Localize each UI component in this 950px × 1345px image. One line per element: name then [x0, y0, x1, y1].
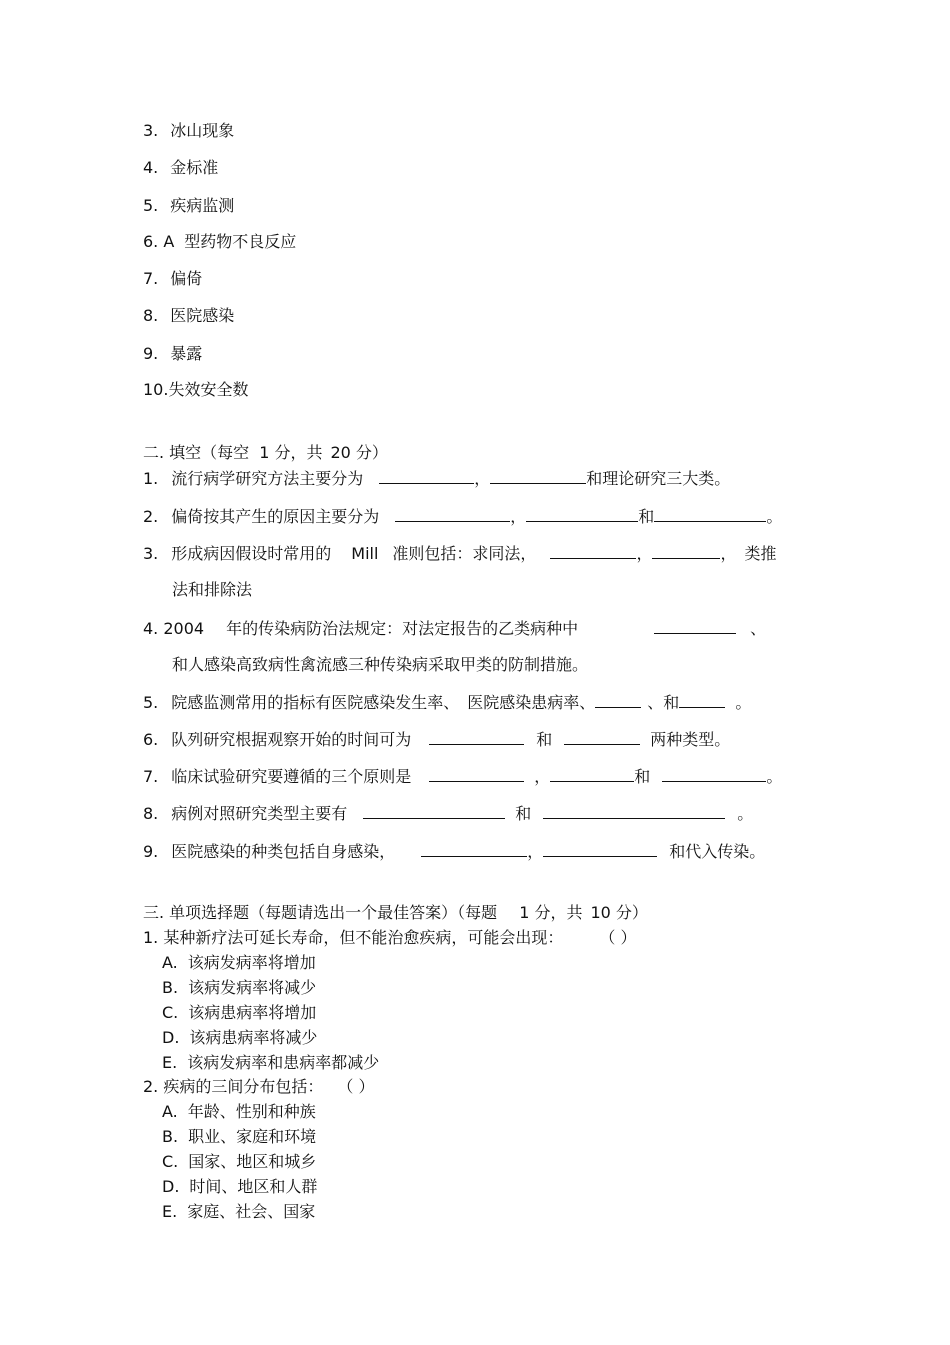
choice-option[interactable]: [162, 1003, 316, 1023]
term-number: 10.: [143, 380, 169, 399]
option-key: B.: [162, 978, 179, 997]
punctuation: ，: [510, 507, 527, 526]
question-text: 院感监测常用的指标有医院感染发生率、: [171, 693, 460, 712]
section-title-part: 20 分）: [330, 443, 388, 462]
term-text: 金标准: [170, 158, 219, 177]
term-text: 失效安全数: [168, 380, 249, 399]
term-number: 5.: [143, 196, 159, 215]
question-text: 法和排除法: [172, 580, 253, 599]
term-text: 型药物不良反应: [184, 232, 297, 251]
fill-question: [143, 803, 753, 824]
term-number: 8.: [143, 306, 159, 325]
question-number: 5.: [143, 693, 159, 712]
question-text: 1. 某种新疗法可延长寿命，但不能治愈疾病，可能会出现：: [143, 928, 564, 947]
question-text: 偏倚按其产生的原因主要分为: [171, 507, 380, 526]
fill-question: [143, 729, 730, 750]
question-text: 两种类型。: [650, 730, 731, 749]
option-key: D.: [162, 1028, 180, 1047]
answer-blank[interactable]: [395, 506, 510, 522]
fill-question: [143, 506, 782, 527]
question-text: 类推: [744, 544, 777, 563]
question-number: 3.: [143, 544, 159, 563]
punctuation: ，: [534, 767, 551, 786]
option-key: A.: [162, 1102, 178, 1121]
answer-blank[interactable]: [679, 692, 725, 708]
section-title-part: 1 分，共: [519, 903, 583, 922]
question-number: 7.: [143, 767, 159, 786]
answer-blank[interactable]: [379, 468, 474, 484]
question-text: 和: [515, 804, 532, 823]
answer-parentheses[interactable]: （ ）: [599, 928, 637, 947]
section-title-part: 二. 填空（每空: [143, 443, 250, 462]
punctuation: ，: [636, 544, 653, 563]
option-text: 该病发病率将增加: [187, 953, 316, 972]
term-item: [143, 121, 234, 141]
fill-question: [143, 618, 766, 639]
question-text: 和理论研究三大类。: [586, 469, 731, 488]
option-key: D.: [162, 1177, 180, 1196]
fill-question: [143, 543, 776, 564]
punctuation: ，: [527, 842, 544, 861]
question-text: 病例对照研究类型主要有: [171, 804, 348, 823]
term-number: 9.: [143, 344, 159, 363]
fill-question: [143, 766, 782, 787]
answer-blank[interactable]: [490, 468, 586, 484]
punctuation: ，: [720, 544, 737, 563]
term-number: 6. A: [143, 232, 175, 251]
answer-blank[interactable]: [652, 543, 720, 559]
question-text: 医院感染的种类包括自身感染，: [171, 842, 396, 861]
option-key: C.: [162, 1003, 179, 1022]
answer-blank[interactable]: [543, 841, 657, 857]
choice-option[interactable]: [162, 1202, 315, 1222]
fill-question: [143, 841, 765, 862]
choice-question-stem: [143, 928, 636, 948]
term-item: [143, 196, 234, 216]
question-text: 队列研究根据观察开始的时间可为: [171, 730, 412, 749]
question-text: 流行病学研究方法主要分为: [171, 469, 364, 488]
term-number: 7.: [143, 269, 159, 288]
question-text: Mill: [351, 544, 379, 563]
question-text: 和代入传染。: [669, 842, 766, 861]
term-item: [143, 380, 248, 400]
term-item: [143, 306, 234, 326]
punctuation: ，: [474, 469, 491, 488]
question-number: 6.: [143, 730, 159, 749]
choice-option[interactable]: [162, 1152, 316, 1172]
question-number: 4. 2004: [143, 619, 205, 638]
fill-question: [143, 468, 730, 489]
choice-option[interactable]: [162, 953, 316, 973]
question-text: 、和: [647, 693, 680, 712]
term-item: [143, 158, 218, 178]
punctuation: 、: [750, 619, 767, 638]
question-text: 和: [536, 730, 553, 749]
question-text: 和人感染高致病性禽流感三种传染病采取甲类的防制措施。: [172, 655, 589, 674]
option-key: E.: [162, 1053, 178, 1072]
question-number: 1.: [143, 469, 159, 488]
fill-question: [143, 692, 751, 713]
term-item: [143, 269, 202, 289]
term-text: 暴露: [170, 344, 203, 363]
term-item: [143, 344, 202, 364]
choice-option[interactable]: [162, 1053, 379, 1073]
question-text: 准则包括：求同法，: [392, 544, 537, 563]
choice-option[interactable]: [162, 1102, 316, 1122]
section-title-part: 1 分，共: [259, 443, 323, 462]
answer-blank[interactable]: [543, 803, 725, 819]
choice-question-stem: [143, 1077, 374, 1097]
option-text: 家庭、社会、国家: [187, 1202, 316, 1221]
answer-blank[interactable]: [429, 729, 524, 745]
term-text: 冰山现象: [170, 121, 235, 140]
option-text: 职业、家庭和环境: [188, 1127, 317, 1146]
question-text: 2. 疾病的三间分布包括：: [143, 1077, 324, 1096]
question-number: 8.: [143, 804, 159, 823]
section-title: [143, 443, 388, 463]
fill-question-continued: [172, 580, 252, 600]
question-text: 临床试验研究要遵循的三个原则是: [171, 767, 412, 786]
option-key: B.: [162, 1127, 179, 1146]
option-key: C.: [162, 1152, 179, 1171]
answer-blank[interactable]: [564, 729, 640, 745]
punctuation: 。: [766, 767, 783, 786]
section-title-part: 10 分）: [590, 903, 648, 922]
question-text: 形成病因假设时常用的: [171, 544, 332, 563]
answer-blank[interactable]: [363, 803, 505, 819]
option-text: 年龄、性别和种族: [187, 1102, 316, 1121]
answer-blank[interactable]: [526, 506, 638, 522]
question-number: 9.: [143, 842, 159, 861]
answer-blank[interactable]: [595, 692, 641, 708]
option-text: 时间、地区和人群: [189, 1177, 318, 1196]
answer-blank[interactable]: [429, 766, 524, 782]
option-text: 国家、地区和城乡: [188, 1152, 317, 1171]
option-key: A.: [162, 953, 178, 972]
term-text: 疾病监测: [170, 196, 235, 215]
answer-blank[interactable]: [550, 543, 636, 559]
choice-option[interactable]: [162, 1177, 317, 1197]
question-text: 和: [634, 767, 651, 786]
choice-option[interactable]: [162, 1127, 316, 1147]
answer-blank[interactable]: [654, 618, 736, 634]
section-title: [143, 903, 648, 923]
answer-blank[interactable]: [662, 766, 766, 782]
question-text: 医院感染患病率、: [467, 693, 596, 712]
punctuation: 。: [766, 507, 783, 526]
question-text: 年的传染病防治法规定：对法定报告的乙类病种中: [226, 619, 579, 638]
option-text: 该病患病率将增加: [188, 1003, 317, 1022]
option-text: 该病发病率将减少: [188, 978, 317, 997]
question-number: 2.: [143, 507, 159, 526]
option-key: E.: [162, 1202, 178, 1221]
choice-option[interactable]: [162, 1028, 317, 1048]
fill-question-continued: [172, 655, 588, 675]
term-number: 3.: [143, 121, 159, 140]
option-text: 该病患病率将减少: [189, 1028, 318, 1047]
choice-option[interactable]: [162, 978, 316, 998]
term-item: [143, 232, 296, 252]
punctuation: 。: [737, 804, 754, 823]
answer-blank[interactable]: [421, 841, 527, 857]
option-text: 该病发病率和患病率都减少: [187, 1053, 380, 1072]
punctuation: 。: [735, 693, 752, 712]
section-title-part: 三. 单项选择题（每题请选出一个最佳答案）（每题: [143, 903, 498, 922]
question-text: 和: [638, 507, 655, 526]
term-text: 医院感染: [170, 306, 235, 325]
term-number: 4.: [143, 158, 159, 177]
term-text: 偏倚: [170, 269, 203, 288]
answer-parentheses[interactable]: （ ）: [337, 1077, 375, 1096]
answer-blank[interactable]: [654, 506, 766, 522]
answer-blank[interactable]: [550, 766, 634, 782]
